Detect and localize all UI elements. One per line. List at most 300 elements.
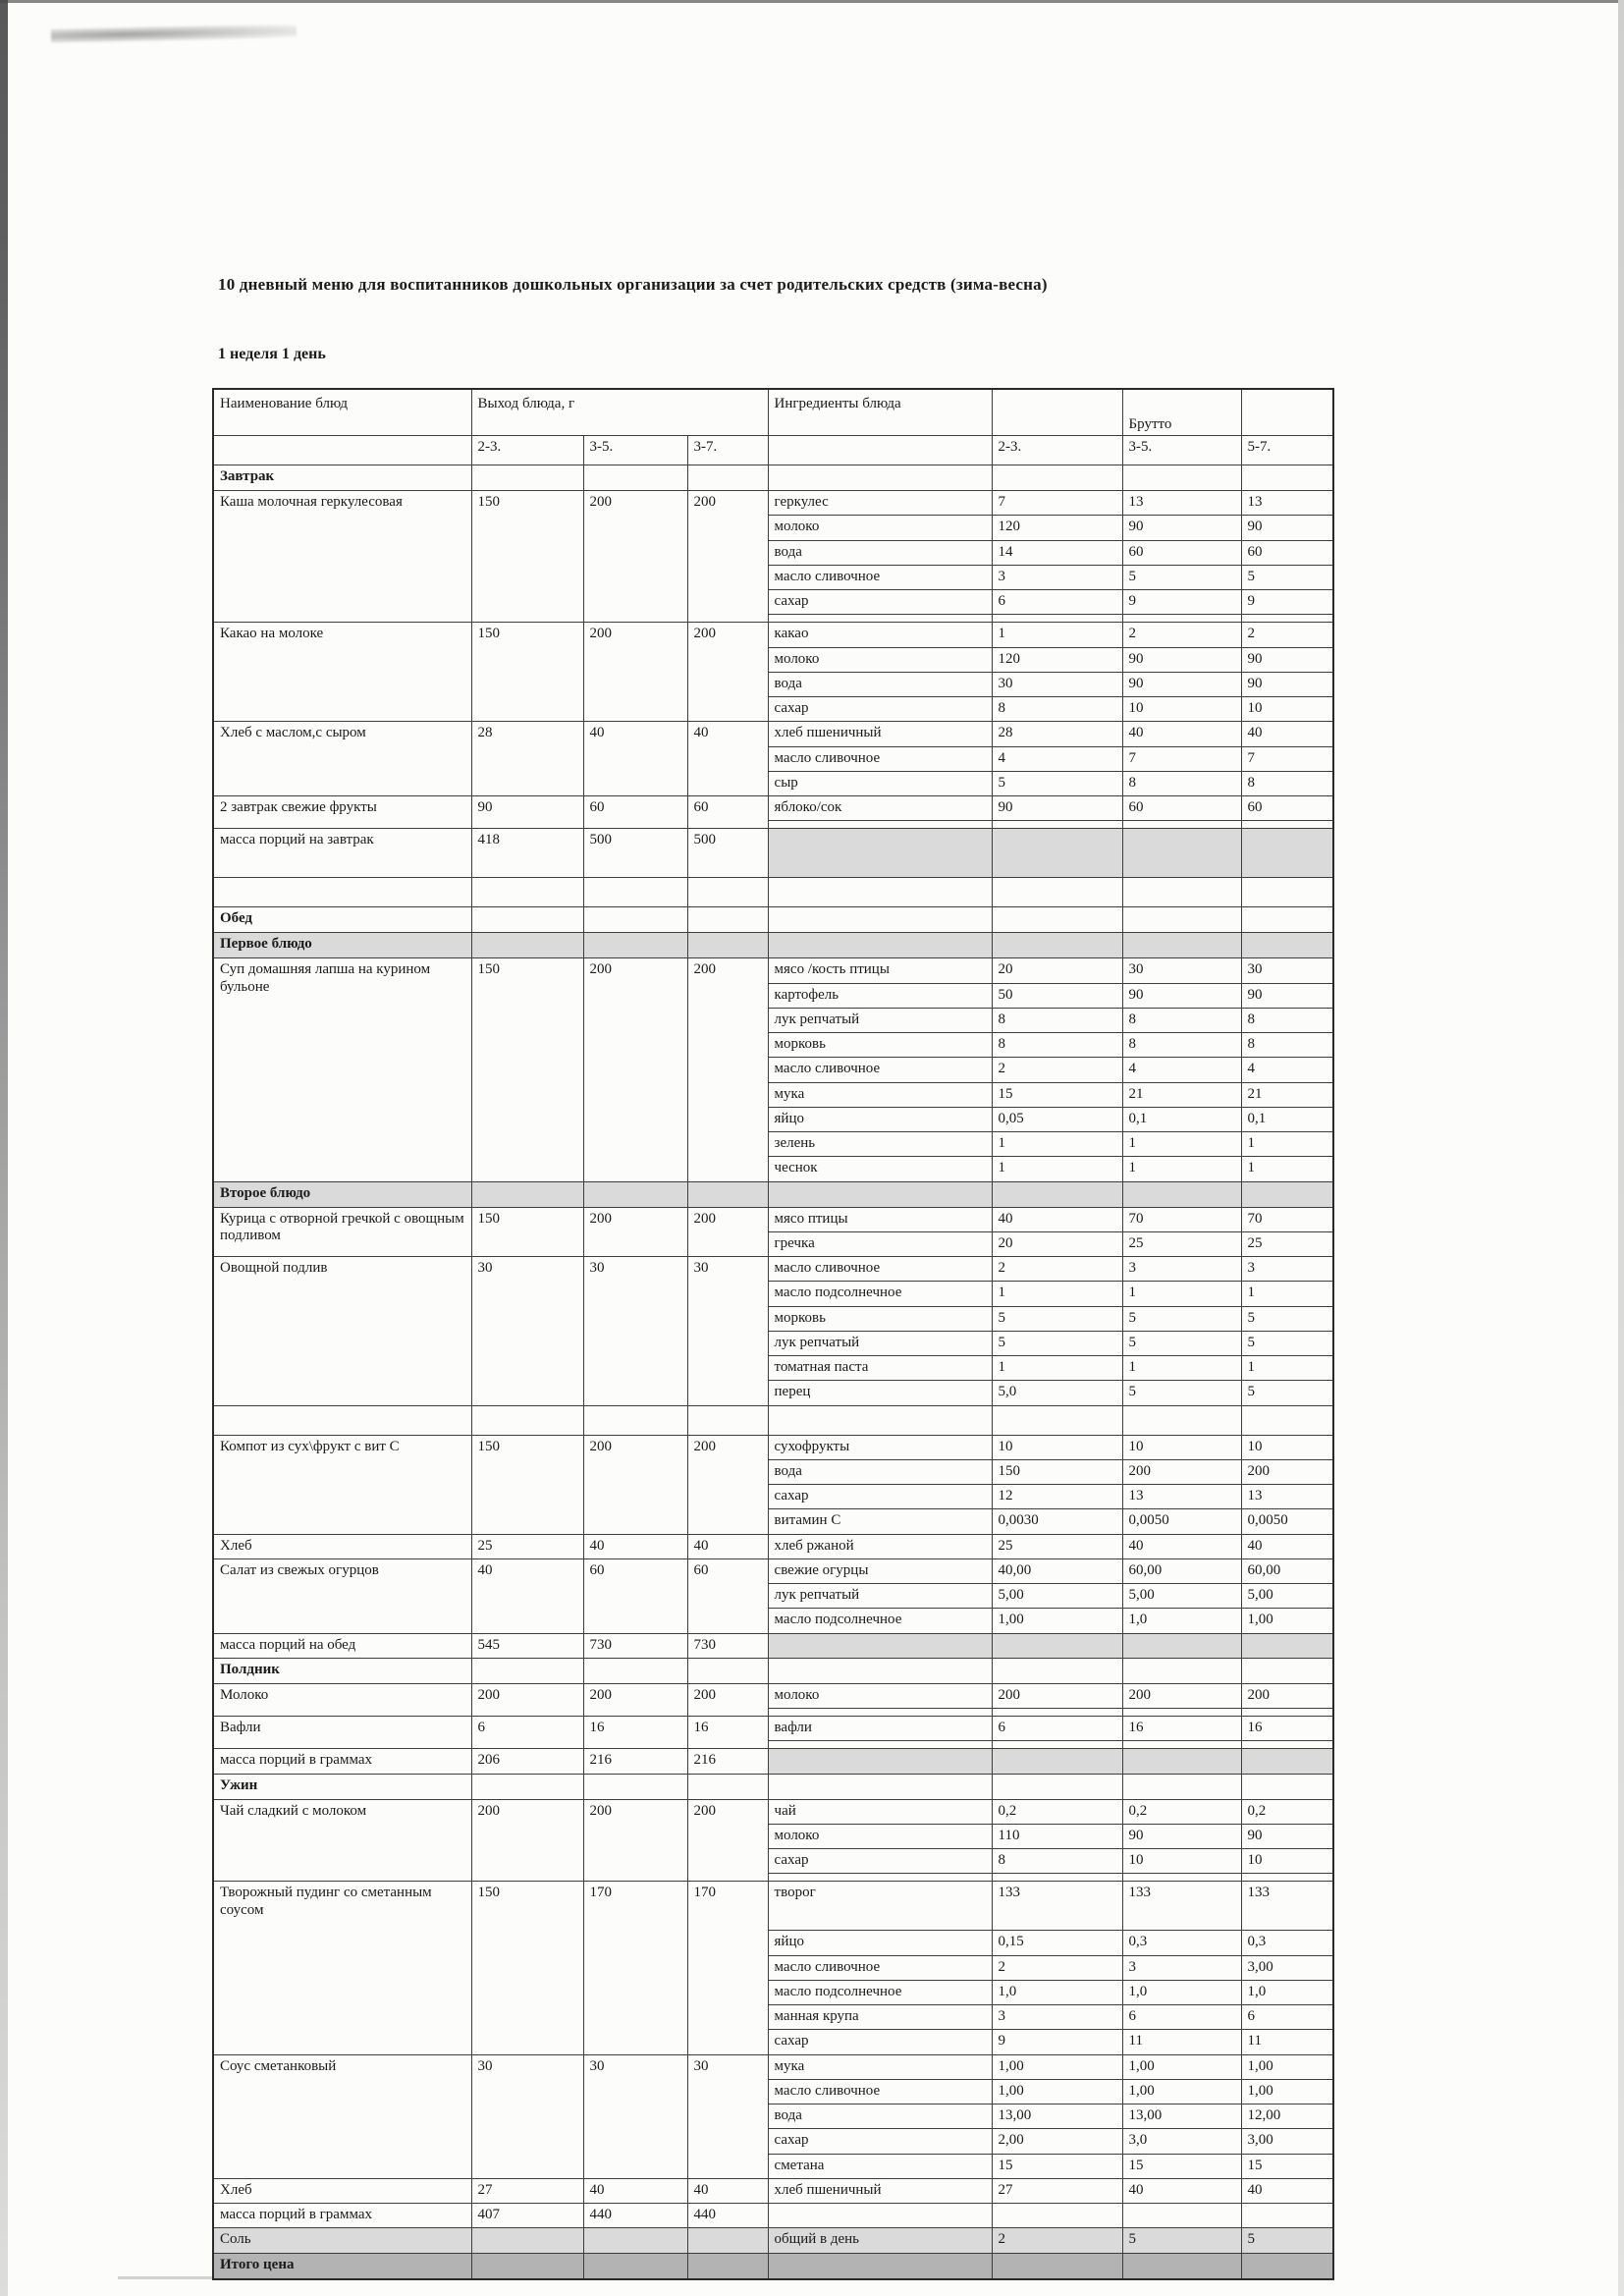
brutto-value-cell: 70 [1241, 1207, 1333, 1231]
section-label-cell: Ужин [213, 1774, 471, 1799]
section-label-cell: Завтрак [213, 465, 471, 491]
dish-row [213, 1558, 1333, 1583]
brutto-value-cell: 10 [1241, 1435, 1333, 1459]
brutto-value-cell: 90 [1241, 516, 1333, 540]
brutto-value-cell: 30 [992, 672, 1122, 696]
brutto-value-cell: 1,00 [1122, 2054, 1241, 2079]
portion-value-cell: 200 [583, 958, 687, 1181]
empty-cell [768, 1405, 992, 1435]
brutto-value-cell: 90 [1241, 672, 1333, 696]
total-value-cell: 418 [471, 829, 583, 878]
brutto-value-cell: 7 [1122, 746, 1241, 771]
empty-cell [471, 1405, 583, 1435]
ingredient-name-cell: мука [768, 2054, 992, 2079]
portion-value-cell: 6 [471, 1717, 583, 1749]
empty-cell [1241, 2204, 1333, 2228]
empty-cell [768, 2204, 992, 2228]
brutto-value-cell: 200 [1241, 1459, 1333, 1484]
brutto-value-cell: 90 [1122, 672, 1241, 696]
brutto-value-cell: 200 [992, 1683, 1122, 1708]
ingredient-name-cell: вода [768, 672, 992, 696]
empty-cell [992, 878, 1122, 907]
col-header-dish-name: Наименование блюд [213, 389, 471, 436]
brutto-value-cell: 8 [1122, 771, 1241, 795]
empty-cell [768, 1181, 992, 1207]
dish-name-cell: Молоко [213, 1683, 471, 1716]
total-label-cell: масса порций в граммах [213, 1749, 471, 1774]
ingredient-name-cell [768, 615, 992, 623]
brutto-value-cell [992, 1874, 1122, 1882]
brutto-value-cell: 2,00 [992, 2129, 1122, 2154]
portion-value-cell: 150 [471, 491, 583, 623]
brutto-value-cell: 25 [1122, 1231, 1241, 1256]
empty-cell [992, 1405, 1122, 1435]
ingredient-name-cell: яйцо [768, 1107, 992, 1131]
brutto-value-cell: 60,00 [1122, 1558, 1241, 1583]
total-value-cell: 500 [583, 829, 687, 878]
empty-cell [992, 1749, 1122, 1774]
brutto-value-cell: 8 [992, 1008, 1122, 1032]
empty-cell [687, 1774, 768, 1799]
empty-cell [768, 2253, 992, 2279]
scan-artifact-left-edge [0, 0, 8, 2296]
empty-cell [1241, 1749, 1333, 1774]
brutto-value-cell: 5 [992, 771, 1122, 795]
ingredient-name-cell: яблоко/сок [768, 796, 992, 821]
section-label-cell: Обед [213, 907, 471, 933]
dish-row [213, 491, 1333, 516]
brutto-value-cell [992, 1709, 1122, 1717]
empty-cell [768, 465, 992, 491]
brutto-value-cell: 0,1 [1241, 1107, 1333, 1131]
empty-cell [1122, 1405, 1241, 1435]
brutto-value-cell: 40 [1122, 1534, 1241, 1558]
col-header-empty-1 [992, 389, 1122, 436]
empty-cell [687, 933, 768, 958]
brutto-value-cell: 15 [1122, 2154, 1241, 2178]
ingredient-name-cell [768, 1709, 992, 1717]
empty-cell [1122, 2253, 1241, 2279]
total-value-cell: 730 [687, 1633, 768, 1658]
brutto-value-cell: 5 [1241, 565, 1333, 589]
empty-cell [471, 878, 583, 907]
brutto-value-cell: 16 [1122, 1717, 1241, 1741]
empty-cell [992, 933, 1122, 958]
ingredient-name-cell: яйцо [768, 1931, 992, 1955]
age-header-ingredient-empty [768, 436, 992, 465]
age-header-brutto-2: 3-5. [1122, 436, 1241, 465]
ingredient-name-cell: сыр [768, 771, 992, 795]
brutto-value-cell: 5 [1122, 1331, 1241, 1355]
empty-cell [992, 1633, 1122, 1658]
empty-cell [768, 1633, 992, 1658]
empty-cell [992, 2204, 1122, 2228]
brutto-value-cell: 0,0050 [1241, 1509, 1333, 1534]
ingredient-name-cell: какао [768, 623, 992, 647]
ingredient-name-cell: молоко [768, 516, 992, 540]
brutto-value-cell: 1,0 [992, 1980, 1122, 2004]
brutto-value-cell: 133 [1122, 1882, 1241, 1931]
brutto-value-cell: 0,05 [992, 1107, 1122, 1131]
age-header-empty [213, 436, 471, 465]
ingredient-name-cell: мясо /кость птицы [768, 958, 992, 983]
empty-cell [687, 465, 768, 491]
dish-row [213, 1435, 1333, 1459]
brutto-value-cell [1122, 1874, 1241, 1882]
brutto-value-cell: 133 [992, 1882, 1122, 1931]
age-header-brutto-1: 2-3. [992, 436, 1122, 465]
ingredient-name-cell: масло подсолнечное [768, 1609, 992, 1633]
dish-row [213, 1799, 1333, 1824]
ingredient-name-cell [768, 821, 992, 829]
empty-cell [768, 829, 992, 878]
empty-cell [992, 1181, 1122, 1207]
brutto-value-cell [1241, 1741, 1333, 1749]
dish-name-cell: Компот из сух\фрукт с вит С [213, 1435, 471, 1534]
ingredient-name-cell: морковь [768, 1033, 992, 1058]
empty-cell [471, 1774, 583, 1799]
brutto-value-cell: 10 [1241, 697, 1333, 722]
header-row-groups [213, 389, 1333, 436]
brutto-value-cell: 10 [1122, 697, 1241, 722]
brutto-value-cell: 13 [1241, 491, 1333, 516]
total-value-cell: 730 [583, 1633, 687, 1658]
empty-cell [687, 1181, 768, 1207]
empty-cell [583, 465, 687, 491]
brutto-value-cell: 1 [1241, 1132, 1333, 1157]
col-header-empty-2 [1241, 389, 1333, 436]
empty-cell [687, 907, 768, 933]
blank-row [213, 878, 1333, 907]
dish-name-cell: 2 завтрак свежие фрукты [213, 796, 471, 829]
document-title: 10 дневный меню для воспитанников дошкольных организации за счет родительских средств (зима-весна) [218, 275, 1048, 294]
empty-cell [1241, 1774, 1333, 1799]
ingredient-name-cell: морковь [768, 1306, 992, 1331]
brutto-value-cell: 13 [1122, 491, 1241, 516]
section-row [213, 465, 1333, 491]
brutto-value-cell: 0,15 [992, 1931, 1122, 1955]
brutto-value-cell: 2 [992, 1257, 1122, 1282]
ingredient-name-cell: масло сливочное [768, 1058, 992, 1082]
empty-cell [1241, 907, 1333, 933]
ingredient-name-cell: чеснок [768, 1157, 992, 1181]
brutto-value-cell: 5 [1241, 1306, 1333, 1331]
brutto-value-cell: 2 [992, 1058, 1122, 1082]
total-value-cell: 500 [687, 829, 768, 878]
brutto-value-cell: 133 [1241, 1882, 1333, 1931]
portion-value-cell: 16 [687, 1717, 768, 1749]
dish-row [213, 958, 1333, 983]
brutto-value-cell: 60 [1241, 796, 1333, 821]
brutto-value-cell [1122, 1741, 1241, 1749]
dish-name-cell: Суп домашняя лапша на курином бульоне [213, 958, 471, 1181]
empty-cell [583, 1774, 687, 1799]
total-row [213, 1633, 1333, 1658]
brutto-value-cell: 110 [992, 1824, 1122, 1848]
total-value-cell: 216 [687, 1749, 768, 1774]
portion-value-cell: 200 [583, 1435, 687, 1534]
brutto-value-cell [1241, 1709, 1333, 1717]
brutto-value-cell: 3 [1241, 1257, 1333, 1282]
brutto-value-cell: 8 [1122, 1008, 1241, 1032]
brutto-value-cell: 12 [992, 1485, 1122, 1509]
empty-cell [471, 1181, 583, 1207]
empty-cell [583, 1181, 687, 1207]
brutto-value-cell: 4 [992, 746, 1122, 771]
brutto-value-cell: 1 [1241, 1157, 1333, 1181]
dish-row [213, 1534, 1333, 1558]
header-row-ages [213, 436, 1333, 465]
brutto-value-cell: 10 [1122, 1435, 1241, 1459]
total-value-cell: 440 [583, 2204, 687, 2228]
col-header-ingredients: Ингредиенты блюда [768, 389, 992, 436]
ingredient-name-cell: лук репчатый [768, 1008, 992, 1032]
dish-row [213, 796, 1333, 821]
brutto-value-cell [1241, 615, 1333, 623]
ingredient-name-cell: сахар [768, 590, 992, 615]
brutto-value-cell: 1,00 [992, 2079, 1122, 2104]
portion-value-cell: 150 [471, 958, 583, 1181]
empty-cell [583, 933, 687, 958]
portion-value-cell: 200 [583, 1799, 687, 1882]
brutto-value-cell: 1,0 [1122, 1609, 1241, 1633]
empty-cell [768, 1658, 992, 1683]
brutto-value-cell: 20 [992, 1231, 1122, 1256]
brutto-value-cell: 13,00 [1122, 2105, 1241, 2129]
ingredient-name-cell: манная крупа [768, 2005, 992, 2030]
brutto-value-cell: 5,0 [992, 1381, 1122, 1405]
portion-value-cell: 200 [687, 1799, 768, 1882]
empty-cell [471, 2228, 583, 2253]
ingredient-name-cell: лук репчатый [768, 1331, 992, 1355]
ingredient-name-cell [768, 1874, 992, 1882]
ingredient-name-cell: свежие огурцы [768, 1558, 992, 1583]
total-value-cell: 216 [583, 1749, 687, 1774]
brutto-value-cell: 1 [1122, 1356, 1241, 1381]
brutto-value-cell: 60 [1241, 540, 1333, 565]
brutto-value-cell: 20 [992, 958, 1122, 983]
brutto-value-cell: 5 [1122, 1306, 1241, 1331]
portion-value-cell: 40 [687, 2178, 768, 2203]
empty-cell [1122, 1749, 1241, 1774]
brutto-value-cell: 25 [992, 1534, 1122, 1558]
brutto-value-cell [1241, 821, 1333, 829]
ingredient-name-cell: перец [768, 1381, 992, 1405]
empty-cell [1122, 907, 1241, 933]
portion-value-cell: 200 [583, 491, 687, 623]
empty-cell [1241, 829, 1333, 878]
brutto-value-cell: 30 [1122, 958, 1241, 983]
ingredient-name-cell: творог [768, 1882, 992, 1931]
ingredient-name-cell: сахар [768, 2030, 992, 2054]
ingredient-name-cell: хлеб пшеничный [768, 722, 992, 746]
brutto-value-cell: 5 [1241, 1381, 1333, 1405]
section-row [213, 2253, 1333, 2279]
empty-cell [1241, 933, 1333, 958]
ingredient-name-cell: масло сливочное [768, 746, 992, 771]
empty-cell [1122, 878, 1241, 907]
brutto-value-cell: 8 [1122, 1033, 1241, 1058]
age-header-brutto-3: 5-7. [1241, 436, 1333, 465]
brutto-value-cell: 3 [992, 565, 1122, 589]
brutto-value-cell: 3 [992, 2005, 1122, 2030]
empty-cell [583, 907, 687, 933]
portion-value-cell: 40 [471, 1558, 583, 1633]
brutto-value-cell: 21 [1241, 1082, 1333, 1107]
empty-cell [471, 1658, 583, 1683]
empty-cell [687, 878, 768, 907]
ingredient-name-cell: масло подсолнечное [768, 1980, 992, 2004]
brutto-value-cell: 5 [992, 1306, 1122, 1331]
brutto-value-cell: 1,0 [1241, 1980, 1333, 2004]
ingredient-name-cell: общий в день [768, 2228, 992, 2253]
dish-name-cell: Салат из свежых огурцов [213, 1558, 471, 1633]
age-header-output-1: 2-3. [471, 436, 583, 465]
empty-cell [213, 878, 471, 907]
brutto-value-cell: 8 [992, 1849, 1122, 1874]
portion-value-cell: 16 [583, 1717, 687, 1749]
brutto-value-cell: 8 [1241, 1008, 1333, 1032]
brutto-value-cell: 25 [1241, 1231, 1333, 1256]
dish-name-cell: Хлеб [213, 1534, 471, 1558]
portion-value-cell: 40 [583, 722, 687, 796]
ingredient-name-cell: масло сливочное [768, 1955, 992, 1980]
brutto-value-cell: 13 [1241, 1485, 1333, 1509]
empty-cell [992, 465, 1122, 491]
empty-cell [1122, 465, 1241, 491]
brutto-value-cell: 1 [992, 1132, 1122, 1157]
brutto-value-cell: 1,00 [1122, 2079, 1241, 2104]
portion-value-cell: 200 [583, 623, 687, 722]
section-row [213, 933, 1333, 958]
brutto-value-cell [992, 1741, 1122, 1749]
dish-row [213, 2054, 1333, 2079]
section-label-cell: Второе блюдо [213, 1181, 471, 1207]
brutto-value-cell: 3,0 [1122, 2129, 1241, 2154]
ingredient-name-cell: сметана [768, 2154, 992, 2178]
portion-value-cell: 200 [687, 1683, 768, 1716]
brutto-value-cell: 90 [992, 796, 1122, 821]
brutto-value-cell: 6 [992, 1717, 1122, 1741]
brutto-value-cell: 90 [1241, 983, 1333, 1008]
ingredient-name-cell: вафли [768, 1717, 992, 1741]
brutto-value-cell: 6 [1241, 2005, 1333, 2030]
brutto-value-cell: 15 [992, 2154, 1122, 2178]
total-label-cell: масса порций в граммах [213, 2204, 471, 2228]
brutto-value-cell: 5,00 [992, 1584, 1122, 1609]
brutto-value-cell: 5 [992, 1331, 1122, 1355]
brutto-value-cell: 9 [992, 2030, 1122, 2054]
ingredient-name-cell: геркулес [768, 491, 992, 516]
ingredient-name-cell: сахар [768, 1849, 992, 1874]
ingredient-name-cell: картофель [768, 983, 992, 1008]
brutto-value-cell: 40 [1241, 722, 1333, 746]
dish-row [213, 1717, 1333, 1741]
brutto-value-cell: 1,00 [992, 2054, 1122, 2079]
blank-row [213, 1405, 1333, 1435]
portion-value-cell: 40 [583, 1534, 687, 1558]
brutto-value-cell: 13 [1122, 1485, 1241, 1509]
empty-cell [583, 878, 687, 907]
dish-name-cell: Хлеб [213, 2178, 471, 2203]
dish-name-cell: Овощной подлив [213, 1257, 471, 1406]
portion-value-cell: 60 [583, 796, 687, 829]
dish-name-cell: Какао на молоке [213, 623, 471, 722]
empty-cell [213, 1405, 471, 1435]
salt-row [213, 2228, 1333, 2253]
total-label-cell: масса порций на обед [213, 1633, 471, 1658]
portion-value-cell: 40 [583, 2178, 687, 2203]
dish-name-cell: Курица с отворной гречкой с овощным подливом [213, 1207, 471, 1257]
brutto-value-cell: 1,0 [1122, 1980, 1241, 2004]
ingredient-name-cell: вода [768, 1459, 992, 1484]
brutto-value-cell: 7 [992, 491, 1122, 516]
scan-artifact-top-edge [0, 0, 1624, 3]
brutto-value-cell [1122, 615, 1241, 623]
ingredient-name-cell: чай [768, 1799, 992, 1824]
ingredient-name-cell: хлеб ржаной [768, 1534, 992, 1558]
brutto-value-cell [1241, 1874, 1333, 1882]
ingredient-name-cell: молоко [768, 647, 992, 672]
age-header-output-2: 3-5. [583, 436, 687, 465]
brutto-value-cell: 3 [1122, 1955, 1241, 1980]
brutto-value-cell [1122, 1709, 1241, 1717]
dish-row [213, 1257, 1333, 1282]
brutto-value-cell: 40 [1241, 2178, 1333, 2203]
brutto-value-cell: 11 [1241, 2030, 1333, 2054]
brutto-value-cell: 12,00 [1241, 2105, 1333, 2129]
portion-value-cell: 90 [471, 796, 583, 829]
brutto-value-cell: 0,2 [1122, 1799, 1241, 1824]
empty-cell [1241, 465, 1333, 491]
empty-cell [768, 933, 992, 958]
brutto-value-cell: 14 [992, 540, 1122, 565]
empty-cell [471, 933, 583, 958]
portion-value-cell: 150 [471, 1435, 583, 1534]
brutto-value-cell: 9 [1241, 590, 1333, 615]
empty-cell [583, 2228, 687, 2253]
ingredient-name-cell: молоко [768, 1824, 992, 1848]
ingredient-name-cell: зелень [768, 1132, 992, 1157]
ingredient-name-cell: масло сливочное [768, 1257, 992, 1282]
dish-row [213, 1683, 1333, 1708]
brutto-value-cell: 4 [1241, 1058, 1333, 1082]
dish-name-cell: Творожный пудинг со сметанным соусом [213, 1882, 471, 2054]
brutto-value-cell: 5 [1122, 2228, 1241, 2253]
brutto-value-cell: 5 [1122, 565, 1241, 589]
section-label-cell: Полдник [213, 1658, 471, 1683]
empty-cell [1122, 1633, 1241, 1658]
brutto-value-cell: 5 [1122, 1381, 1241, 1405]
brutto-value-cell: 1 [992, 1356, 1122, 1381]
brutto-value-cell: 120 [992, 516, 1122, 540]
col-header-brutto: Брутто [1122, 389, 1241, 436]
empty-cell [471, 907, 583, 933]
brutto-value-cell: 120 [992, 647, 1122, 672]
brutto-value-cell: 16 [1241, 1717, 1333, 1741]
brutto-value-cell: 90 [1122, 1824, 1241, 1848]
section-label-cell: Первое блюдо [213, 933, 471, 958]
brutto-value-cell: 30 [1241, 958, 1333, 983]
brutto-value-cell: 2 [992, 1955, 1122, 1980]
brutto-value-cell: 40 [1122, 722, 1241, 746]
brutto-value-cell: 0,2 [1241, 1799, 1333, 1824]
brutto-value-cell: 50 [992, 983, 1122, 1008]
brutto-value-cell: 1 [992, 623, 1122, 647]
brutto-value-cell: 11 [1122, 2030, 1241, 2054]
brutto-value-cell: 2 [1241, 623, 1333, 647]
portion-value-cell: 28 [471, 722, 583, 796]
